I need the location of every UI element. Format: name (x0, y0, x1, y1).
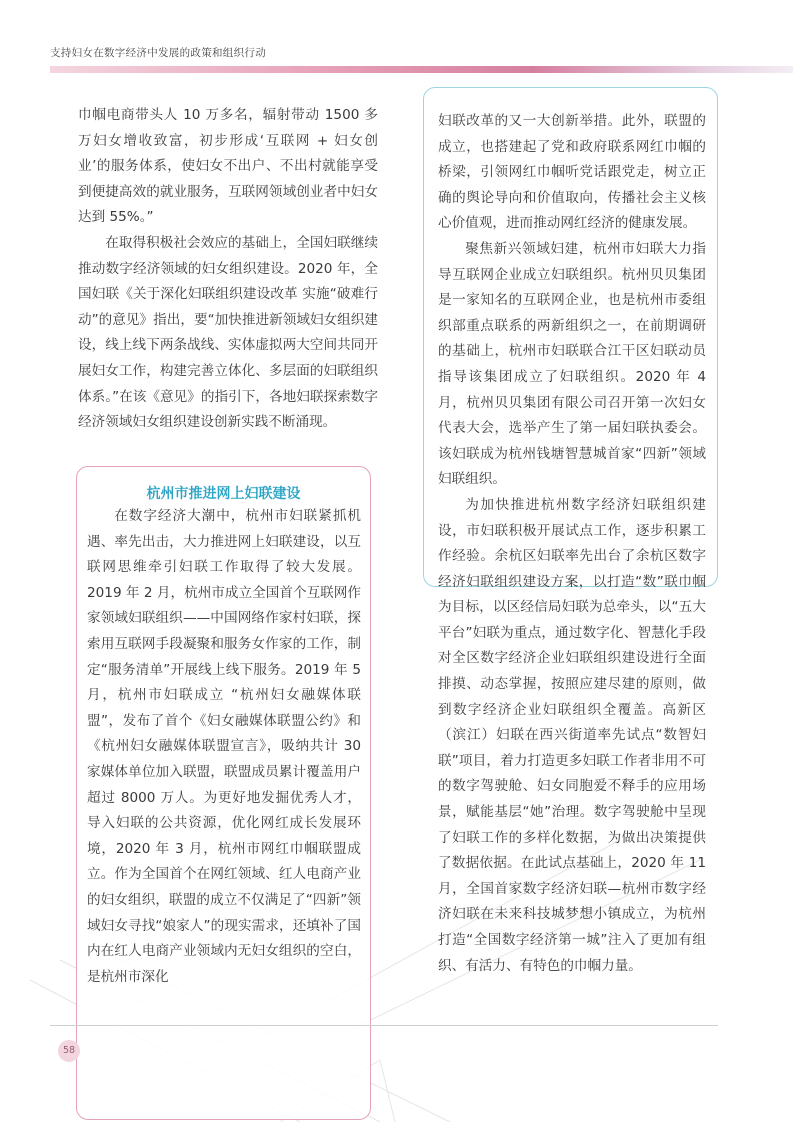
case-study-paragraph: 在数字经济大潮中，杭州市妇联紧抓机遇、率先出击，大力推进网上妇联建设，以互联网思维牵引妇联工作取得了较大发展。2019 年 2 月，杭州市成立全国首个互联网作家领域妇联组织——中国网络作家村妇联，探索用互联网手段凝聚和服务女作家的工作，制定“服务清单”开展线上线下服务。2019 年 5 月，杭州市妇联成立 “杭州妇女融媒体联盟”，发布了首个《妇女融媒体联盟公约》和《杭州妇女融媒体联盟宣言》，吸纳共计 30 家媒体单位加入联盟，联盟成员累计覆盖用户超过 8000 万人。为更好地发掘优秀人才，导入妇联的公共资源，优化网红成长发展环境，2020 年 3 月，杭州市网红巾帼联盟成立。作为全国首个在网红领域、红人电商产业的妇女组织，联盟的成立不仅满足了“四新”领域妇女寻找“娘家人”的现实需求，还填补了国内在红人电商产业领域内无妇女组织的空白，是杭州市深化 (87, 508, 361, 985)
left-column-text (78, 103, 378, 436)
case-study-continued-text (438, 109, 706, 979)
body-paragraph: 在取得积极社会效应的基础上，全国妇联继续推动数字经济领域的妇女组织建设。2020 年，全国妇联《关于深化妇联组织建设改革 实施“破难行动”的意见》指出，要“加快推进新领域妇女组织建设，线上线下两条战线、实体虚拟两大空间共同开展妇女工作，构建完善立体化、多层面的妇联组织体系。”在该《意见》的指引下，各地妇联探索数字经济领域妇女组织建设创新实践不断涌现。 (78, 234, 378, 431)
page-number: 58 (58, 1040, 80, 1062)
case-study-text (87, 504, 361, 990)
case-study-continued-box (423, 87, 718, 974)
case-study-heading: 杭州市推进网上妇联建设 (146, 486, 301, 502)
body-paragraph: 巾帼电商带头人 10 万多名，辐射带动 1500 多万妇女增收致富，初步形成‘互联网 + 妇女创业’的服务体系，使妇女不出户、不出村就能享受到便捷高效的就业服务，互联网领域创业者中妇女达到 55%。” (78, 107, 378, 226)
footer-rule (50, 1025, 718, 1026)
case-study-paragraph: 聚焦新兴领域妇建，杭州市妇联大力指导互联网企业成立妇联组织。杭州贝贝集团是一家知名的互联网企业，也是杭州市委组织部重点联系的两新组织之一，在前期调研的基础上，杭州市妇联联合江干区妇联动员指导该集团成立了妇联组织。2020 年 4 月，杭州贝贝集团有限公司召开第一次妇女代表大会，选举产生了第一届妇联执委会。该妇联成为杭州钱塘智慧城首家“四新”领域妇联组织。 (438, 240, 706, 488)
header-gradient-bar (50, 66, 793, 73)
case-study-box (76, 466, 371, 1120)
running-header: 支持妇女在数字经济中发展的政策和组织行动 (50, 47, 266, 59)
case-study-paragraph: 为加快推进杭州数字经济妇联组织建设，市妇联积极开展试点工作，逐步积累工作经验。余杭区妇联率先出台了余杭区数字经济妇联组织建设方案，以打造“数”联巾帼为目标，以区经信局妇联为总牵头，以“五大平台”妇联为重点，通过数字化、智慧化手段对全区数字经济企业妇联组织建设进行全面排摸、动态掌握，按照应建尽建的原则，做到数字经济企业妇联组织全覆盖。高新区（滨江）妇联在西兴街道率先试点“数智妇联”项目，着力打造更多妇联工作者非用不可的数字驾驶舱、妇女同胞爱不释手的应用场景，赋能基层“她”治理。数字驾驶舱中呈现了妇联工作的多样化数据，为做出决策提供了数据依据。在此试点基础上，2020 年 11 月，全国首家数字经济妇联—杭州市数字经济妇联在未来科技城梦想小镇成立，为杭州打造“全国数字经济第一城”注入了更加有组织、有活力、有特色的巾帼力量。 (438, 496, 706, 974)
case-study-paragraph: 妇联改革的又一大创新举措。此外，联盟的成立，也搭建起了党和政府联系网红巾帼的桥梁，引领网红巾帼听党话跟党走，树立正确的舆论导向和价值取向，传播社会主义核心价值观，进而推动网红经济的健康发展。 (438, 113, 706, 232)
